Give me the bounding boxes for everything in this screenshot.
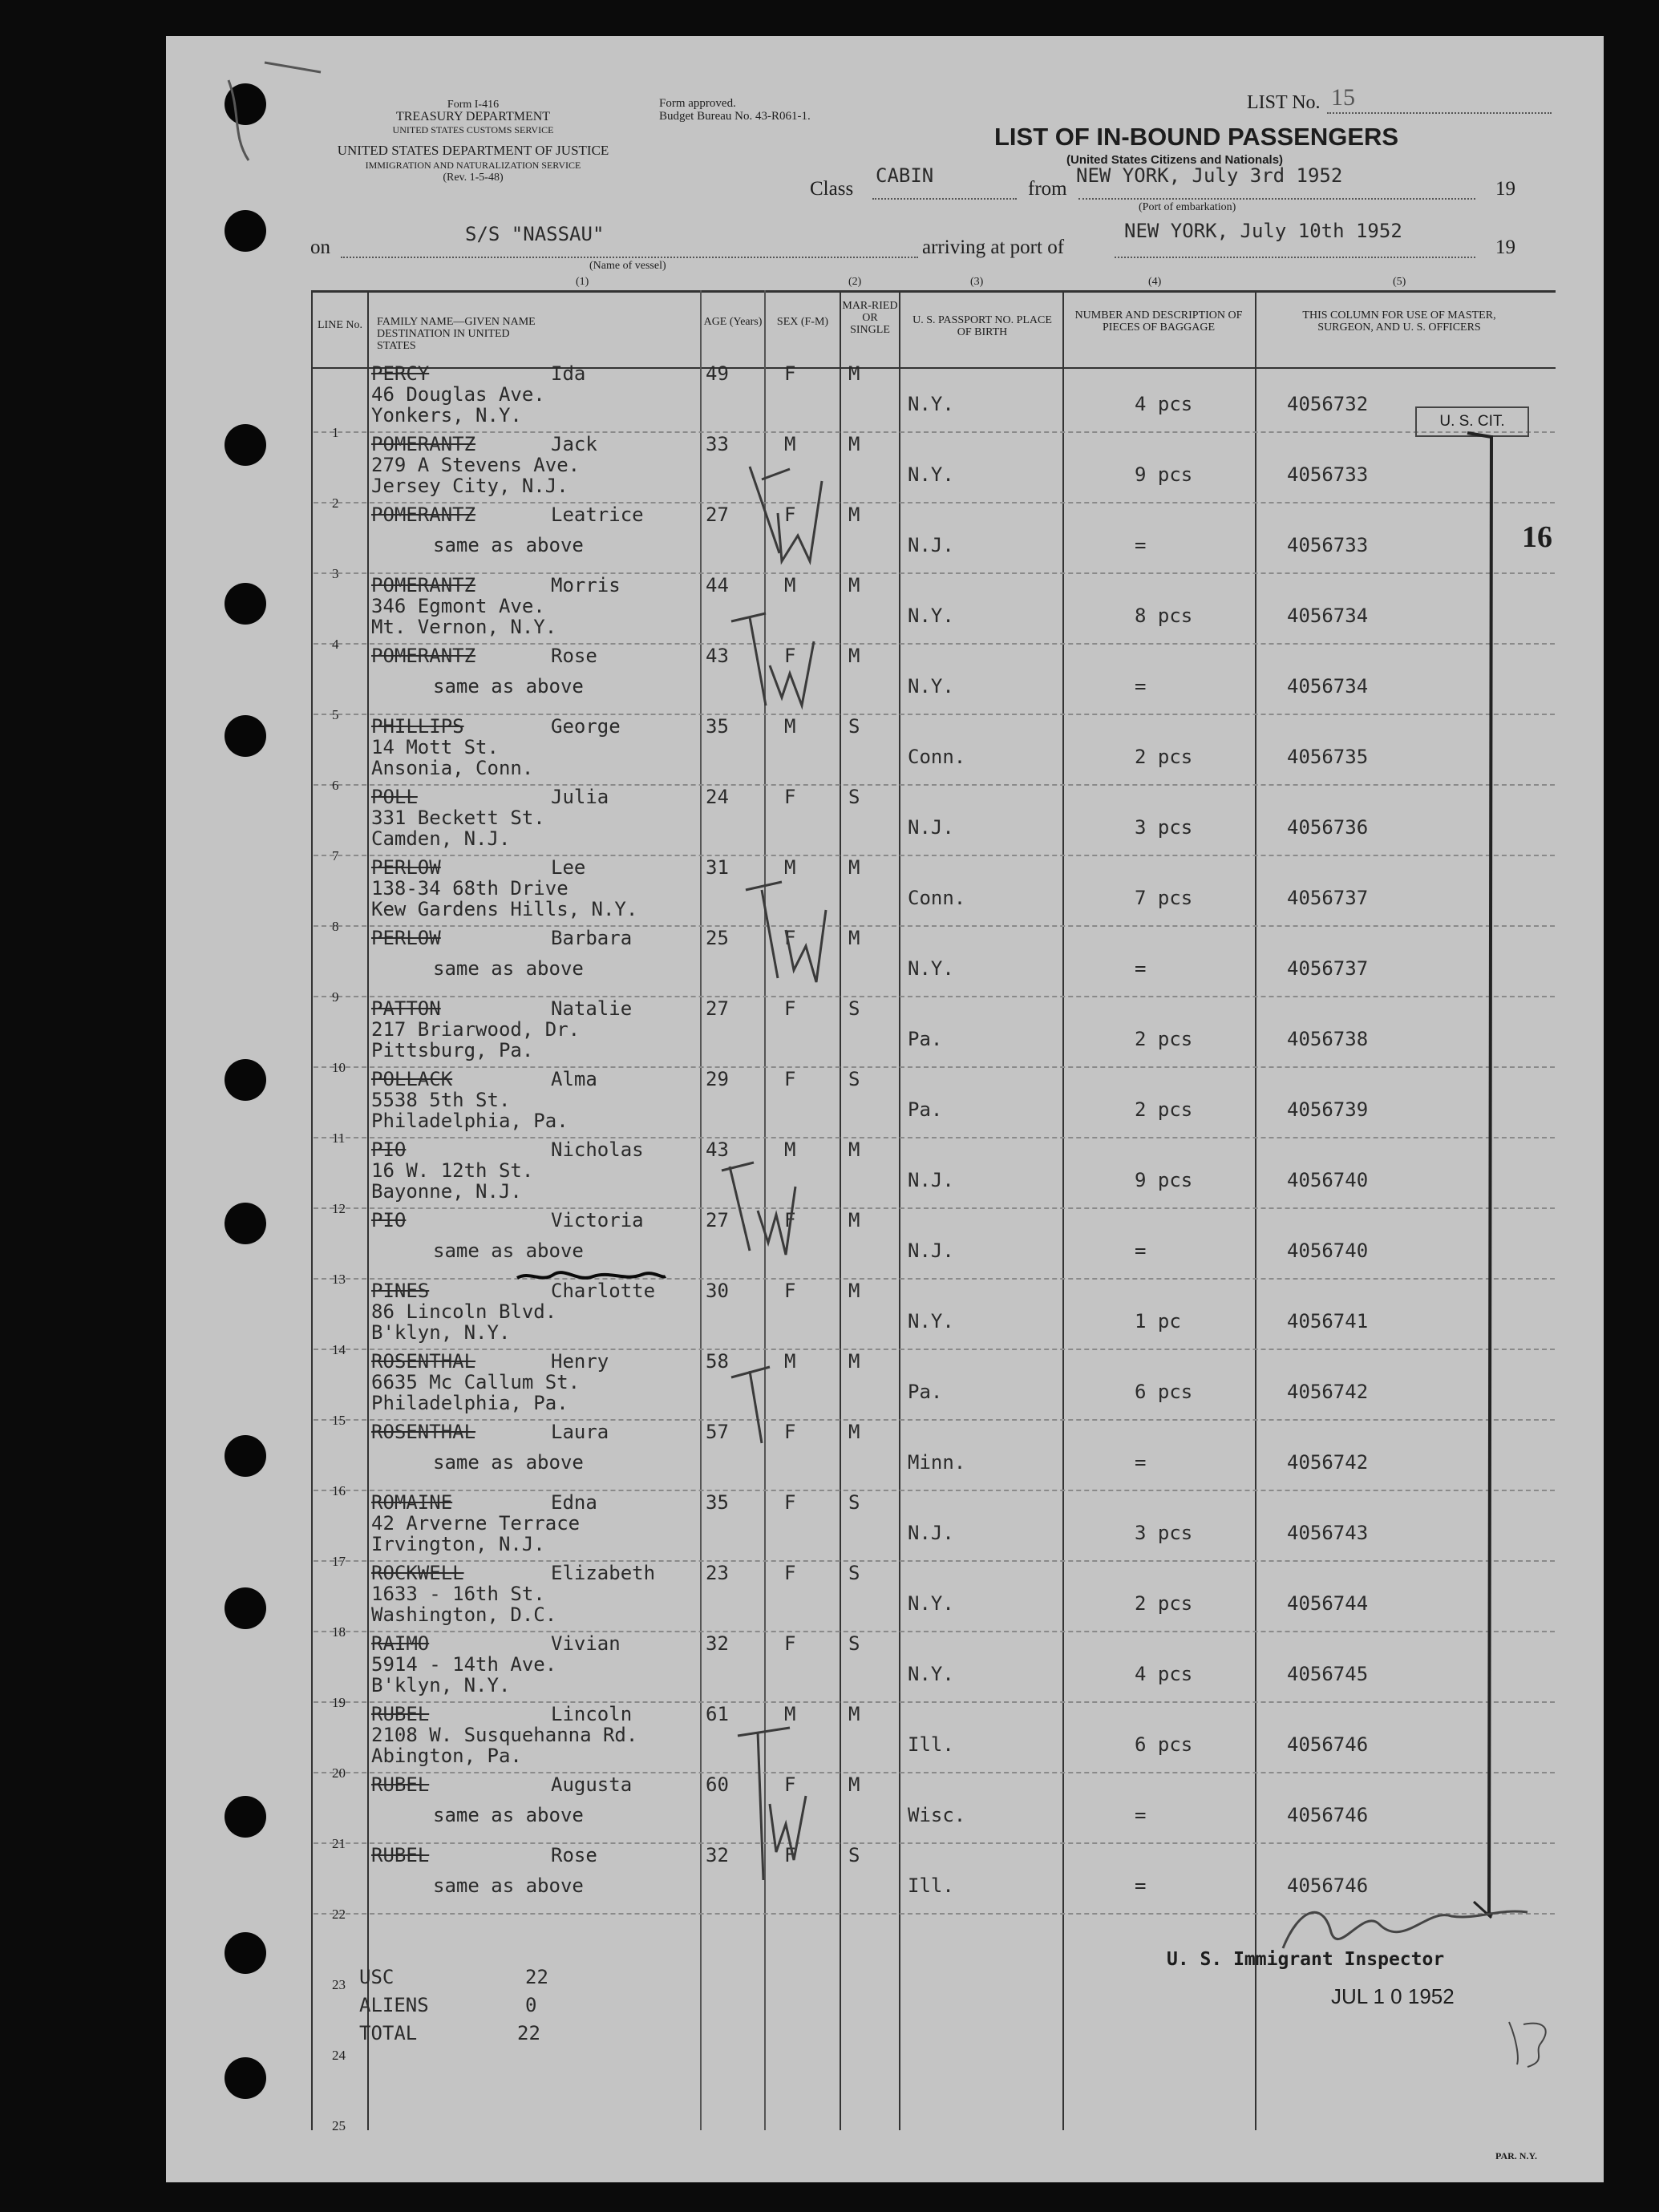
line-number: 5 [332, 707, 339, 722]
page-subtitle: (United States Citizens and Nationals) [1066, 153, 1284, 167]
passenger-marital-status: M [848, 362, 860, 385]
form-id: Form I-416 [447, 99, 500, 111]
passenger-birthplace: Conn. [908, 887, 966, 909]
passenger-family-name: PERLOW [371, 856, 441, 879]
passenger-given-name: Natalie [551, 997, 633, 1020]
passenger-marital-status: S [848, 1491, 860, 1514]
passenger-birthplace: N.Y. [908, 1663, 954, 1685]
passenger-baggage: 4 pcs [1135, 1663, 1193, 1685]
passenger-birthplace: Pa. [908, 1028, 943, 1050]
totals-aliens-value: 0 [525, 1994, 537, 2016]
passenger-marital-status: S [848, 1844, 860, 1866]
line-number: 25 [332, 2118, 346, 2133]
passenger-sex: M [784, 574, 796, 596]
passenger-age: 43 [706, 645, 729, 667]
passenger-baggage: 2 pcs [1135, 1592, 1193, 1615]
passenger-address-line1: 1633 - 16th St. [371, 1583, 545, 1605]
passenger-birthplace: Wisc. [908, 1804, 966, 1826]
passenger-marital-status: S [848, 1632, 860, 1655]
passenger-given-name: Henry [551, 1350, 609, 1373]
line-number: 12 [332, 1201, 346, 1216]
initials-mark [731, 1367, 770, 1443]
passenger-marital-status: M [848, 927, 860, 949]
passenger-marital-status: M [848, 503, 860, 526]
passenger-age: 49 [706, 362, 729, 385]
passenger-sex: F [784, 1280, 796, 1302]
passenger-sex: F [784, 1491, 796, 1514]
line-number: 9 [332, 989, 339, 1005]
passenger-sex: F [784, 1773, 796, 1796]
line-number: 7 [332, 848, 339, 863]
passenger-address-line1: 217 Briarwood, Dr. [371, 1018, 581, 1041]
form-revision: (Rev. 1-5-48) [443, 172, 504, 184]
passenger-given-name: George [551, 715, 621, 738]
passenger-marital-status: S [848, 1562, 860, 1584]
passenger-officer-number: 4056744 [1287, 1592, 1369, 1615]
passenger-marital-status: M [848, 1280, 860, 1302]
passenger-address-line2: B'klyn, N.Y. [371, 1674, 511, 1696]
passenger-address-line1: 42 Arverne Terrace [371, 1512, 581, 1535]
col-header-officers: THIS COLUMN FOR USE OF MASTER, SURGEON, AND U. S. OFFICERS [1302, 309, 1496, 334]
line-number: 4 [332, 637, 339, 652]
initials-mark [722, 1163, 795, 1255]
line-number: 15 [332, 1413, 346, 1428]
passenger-age: 25 [706, 927, 729, 949]
passenger-birthplace: N.Y. [908, 675, 954, 698]
passenger-family-name: PINES [371, 1280, 430, 1302]
passenger-given-name: Lincoln [551, 1703, 633, 1725]
passenger-address-line1: 2108 W. Susquehanna Rd. [371, 1724, 638, 1746]
passenger-birthplace: N.J. [908, 816, 954, 839]
passenger-family-name: PIO [371, 1209, 407, 1231]
passenger-sex: M [784, 1350, 796, 1373]
passenger-birthplace: N.J. [908, 1522, 954, 1544]
passenger-sex: F [784, 927, 796, 949]
passenger-officer-number: 4056740 [1287, 1239, 1369, 1262]
passenger-birthplace: N.Y. [908, 1310, 954, 1332]
line-number: 14 [332, 1342, 346, 1357]
passenger-given-name: Jack [551, 433, 597, 455]
passenger-age: 27 [706, 503, 729, 526]
page-title: LIST OF IN-BOUND PASSENGERS [994, 123, 1399, 151]
corner-mark [229, 63, 321, 160]
passenger-age: 33 [706, 433, 729, 455]
passenger-sex: F [784, 786, 796, 808]
passenger-marital-status: M [848, 1138, 860, 1161]
passenger-baggage: 2 pcs [1135, 1028, 1193, 1050]
passenger-officer-number: 4056733 [1287, 534, 1369, 556]
line-number: 20 [332, 1765, 346, 1781]
passenger-sex: F [784, 1632, 796, 1655]
line-number: 3 [332, 566, 339, 581]
passenger-officer-number: 4056745 [1287, 1663, 1369, 1685]
from-label: from [1028, 178, 1067, 200]
passenger-family-name: ROSENTHAL [371, 1421, 476, 1443]
passenger-address-line1: 14 Mott St. [371, 736, 499, 758]
passenger-age: 27 [706, 997, 729, 1020]
col-num-2: (2) [848, 276, 862, 288]
passenger-family-name: PIO [371, 1138, 407, 1161]
year-suffix: 19 [1495, 178, 1515, 200]
passenger-baggage: 7 pcs [1135, 887, 1193, 909]
year-suffix-2: 19 [1495, 237, 1515, 258]
passenger-given-name: Nicholas [551, 1138, 644, 1161]
passenger-age: 44 [706, 574, 729, 596]
passenger-baggage: 8 pcs [1135, 605, 1193, 627]
passenger-address-line1: same as above [433, 1451, 584, 1474]
passenger-given-name: Charlotte [551, 1280, 656, 1302]
passenger-baggage: = [1135, 1804, 1147, 1826]
line-number: 2 [332, 495, 339, 511]
initials-mark [738, 1728, 806, 1880]
passenger-age: 60 [706, 1773, 729, 1796]
passenger-age: 29 [706, 1068, 729, 1090]
passenger-given-name: Lee [551, 856, 586, 879]
passenger-address-line2: Philadelphia, Pa. [371, 1110, 569, 1132]
passenger-officer-number: 4056737 [1287, 887, 1369, 909]
passenger-given-name: Alma [551, 1068, 597, 1090]
passenger-baggage: = [1135, 1451, 1147, 1474]
passenger-officer-number: 4056735 [1287, 746, 1369, 768]
class-value: CABIN [876, 164, 934, 187]
passenger-address-line2: Washington, D.C. [371, 1603, 557, 1626]
col-num-4: (4) [1148, 276, 1162, 288]
passenger-birthplace: N.Y. [908, 393, 954, 415]
passenger-baggage: 4 pcs [1135, 393, 1193, 415]
passenger-marital-status: M [848, 433, 860, 455]
us-cit-stamp: U. S. CIT. [1415, 406, 1529, 437]
passenger-marital-status: S [848, 997, 860, 1020]
passenger-baggage: 9 pcs [1135, 1169, 1193, 1191]
passenger-family-name: POMERANTZ [371, 574, 476, 596]
passenger-address-line2: Ansonia, Conn. [371, 757, 534, 779]
passenger-given-name: Elizabeth [551, 1562, 656, 1584]
totals-aliens-label: ALIENS [359, 1994, 429, 2016]
passenger-age: 27 [706, 1209, 729, 1231]
passenger-marital-status: M [848, 1703, 860, 1725]
passenger-family-name: ROCKWELL [371, 1562, 464, 1584]
col-header-married: MAR-RIED OR SINGLE [842, 300, 898, 336]
passenger-address-line2: Abington, Pa. [371, 1745, 522, 1767]
passenger-birthplace: Pa. [908, 1381, 943, 1403]
line-number: 23 [332, 1977, 346, 1992]
passenger-given-name: Laura [551, 1421, 609, 1443]
passenger-marital-status: M [848, 1209, 860, 1231]
passenger-address-line2: Mt. Vernon, N.Y. [371, 616, 557, 638]
passenger-birthplace: Ill. [908, 1874, 954, 1897]
passenger-officer-number: 4056738 [1287, 1028, 1369, 1050]
passenger-address-line1: 279 A Stevens Ave. [371, 454, 581, 476]
passenger-baggage: = [1135, 534, 1147, 556]
budget-bureau: Budget Bureau No. 43-R061-1. [659, 110, 811, 123]
passenger-officer-number: 4056743 [1287, 1522, 1369, 1544]
bracket-line [1467, 433, 1491, 1916]
passenger-family-name: POMERANTZ [371, 645, 476, 667]
passenger-address-line1: 5538 5th St. [371, 1089, 511, 1111]
initials-mark [750, 467, 822, 561]
passenger-age: 30 [706, 1280, 729, 1302]
passenger-baggage: 3 pcs [1135, 816, 1193, 839]
passenger-officer-number: 4056734 [1287, 675, 1369, 698]
passenger-marital-status: M [848, 1421, 860, 1443]
passenger-address-line1: same as above [433, 1874, 584, 1897]
totals-total-label: TOTAL [359, 2022, 418, 2044]
passenger-baggage: 3 pcs [1135, 1522, 1193, 1544]
passenger-family-name: PERCY [371, 362, 430, 385]
passenger-address-line2: Bayonne, N.J. [371, 1180, 522, 1203]
passenger-officer-number: 4056742 [1287, 1381, 1369, 1403]
passenger-officer-number: 4056739 [1287, 1098, 1369, 1121]
passenger-address-line1: 6635 Mc Callum St. [371, 1371, 581, 1393]
line-number: 17 [332, 1554, 346, 1569]
passenger-address-line2: Camden, N.J. [371, 827, 511, 850]
passenger-family-name: PATTON [371, 997, 441, 1020]
passenger-given-name: Vivian [551, 1632, 621, 1655]
passenger-officer-number: 4056737 [1287, 957, 1369, 980]
passenger-birthplace: N.Y. [908, 463, 954, 486]
line-number: 11 [332, 1130, 346, 1146]
passenger-family-name: POLLACK [371, 1068, 453, 1090]
passenger-family-name: POMERANTZ [371, 433, 476, 455]
passenger-officer-number: 4056746 [1287, 1804, 1369, 1826]
line-number: 1 [332, 425, 339, 440]
col-num-5: (5) [1393, 276, 1406, 288]
line-number: 21 [332, 1836, 346, 1851]
passenger-address-line2: Kew Gardens Hills, N.Y. [371, 898, 638, 920]
passenger-family-name: PHILLIPS [371, 715, 464, 738]
passenger-birthplace: Minn. [908, 1451, 966, 1474]
passenger-sex: F [784, 1068, 796, 1090]
passenger-family-name: PERLOW [371, 927, 441, 949]
passenger-sex: M [784, 715, 796, 738]
passenger-birthplace: Ill. [908, 1733, 954, 1756]
passenger-address-line1: 346 Egmont Ave. [371, 595, 545, 617]
passenger-officer-number: 4056741 [1287, 1310, 1369, 1332]
dept-justice: UNITED STATES DEPARTMENT OF JUSTICE [337, 143, 609, 158]
passenger-birthplace: Pa. [908, 1098, 943, 1121]
passenger-baggage: 2 pcs [1135, 746, 1193, 768]
passenger-birthplace: Conn. [908, 746, 966, 768]
passenger-sex: F [784, 645, 796, 667]
passenger-address-line1: same as above [433, 1239, 584, 1262]
col-header-name: FAMILY NAME—GIVEN NAME DESTINATION IN UNITED STATES [377, 316, 536, 352]
initials-mark [731, 613, 814, 706]
passenger-given-name: Rose [551, 1844, 597, 1866]
passenger-family-name: RUBEL [371, 1773, 430, 1796]
passenger-address-line1: same as above [433, 957, 584, 980]
passenger-marital-status: M [848, 645, 860, 667]
passenger-family-name: RUBEL [371, 1703, 430, 1725]
line-number: 13 [332, 1272, 346, 1287]
line-number: 19 [332, 1695, 346, 1710]
passenger-officer-number: 4056740 [1287, 1169, 1369, 1191]
passenger-address-line2: Jersey City, N.J. [371, 475, 569, 497]
passenger-age: 32 [706, 1632, 729, 1655]
passenger-sex: F [784, 1209, 796, 1231]
passenger-address-line2: Pittsburg, Pa. [371, 1039, 534, 1062]
passenger-baggage: 9 pcs [1135, 463, 1193, 486]
col-num-3: (3) [970, 276, 984, 288]
arriving-label: arriving at port of [922, 237, 1065, 258]
passenger-sex: M [784, 433, 796, 455]
passenger-sex: M [784, 1138, 796, 1161]
passenger-address-line1: 86 Lincoln Blvd. [371, 1300, 557, 1323]
passenger-address-line1: 138-34 68th Drive [371, 877, 569, 900]
passenger-baggage: 6 pcs [1135, 1381, 1193, 1403]
passenger-marital-status: M [848, 856, 860, 879]
passenger-baggage: = [1135, 1239, 1147, 1262]
passenger-baggage: = [1135, 675, 1147, 698]
passenger-age: 31 [706, 856, 729, 879]
passenger-birthplace: N.Y. [908, 605, 954, 627]
passenger-given-name: Edna [551, 1491, 597, 1514]
passenger-family-name: RAIMO [371, 1632, 430, 1655]
passenger-birthplace: N.J. [908, 1239, 954, 1262]
dept-ins: IMMIGRATION AND NATURALIZATION SERVICE [365, 160, 581, 171]
passenger-address-line1: 5914 - 14th Ave. [371, 1653, 557, 1676]
page-number-handwritten [1509, 2022, 1546, 2067]
passenger-given-name: Rose [551, 645, 597, 667]
passenger-baggage: = [1135, 957, 1147, 980]
passenger-sex: F [784, 997, 796, 1020]
passenger-given-name: Victoria [551, 1209, 644, 1231]
passenger-officer-number: 4056742 [1287, 1451, 1369, 1474]
passenger-age: 24 [706, 786, 729, 808]
from-value: NEW YORK, July 3rd 1952 [1076, 164, 1343, 187]
line-number: 10 [332, 1060, 346, 1075]
passenger-birthplace: N.J. [908, 1169, 954, 1191]
passenger-age: 35 [706, 715, 729, 738]
passenger-birthplace: N.Y. [908, 1592, 954, 1615]
on-label: on [310, 237, 330, 258]
line-number: 18 [332, 1624, 346, 1640]
charlotte-handwritten [517, 1272, 666, 1278]
passenger-officer-number: 4056734 [1287, 605, 1369, 627]
line-number: 6 [332, 778, 339, 793]
dept-customs: UNITED STATES CUSTOMS SERVICE [392, 124, 554, 135]
totals-total-value: 22 [517, 2022, 540, 2044]
passenger-given-name: Morris [551, 574, 621, 596]
list-number: 15 [1331, 84, 1355, 111]
side-number: 16 [1522, 520, 1552, 554]
passenger-given-name: Leatrice [551, 503, 644, 526]
printer-mark: PAR. N.Y. [1495, 2150, 1538, 2161]
passenger-officer-number: 4056732 [1287, 393, 1369, 415]
passenger-address-line2: Irvington, N.J. [371, 1533, 545, 1555]
passenger-sex: F [784, 362, 796, 385]
passenger-age: 58 [706, 1350, 729, 1373]
passenger-officer-number: 4056733 [1287, 463, 1369, 486]
passenger-sex: M [784, 856, 796, 879]
passenger-baggage: 2 pcs [1135, 1098, 1193, 1121]
passenger-marital-status: S [848, 1068, 860, 1090]
passenger-family-name: RUBEL [371, 1844, 430, 1866]
passenger-sex: F [784, 1421, 796, 1443]
passenger-given-name: Julia [551, 786, 609, 808]
passenger-given-name: Barbara [551, 927, 633, 949]
col-header-passport: U. S. PASSPORT NO. PLACE OF BIRTH [912, 314, 1052, 338]
inspector-label: U. S. Immigrant Inspector [1167, 1949, 1445, 1970]
passenger-officer-number: 4056746 [1287, 1874, 1369, 1897]
passenger-age: 43 [706, 1138, 729, 1161]
passenger-birthplace: N.J. [908, 534, 954, 556]
passenger-age: 32 [706, 1844, 729, 1866]
passenger-officer-number: 4056746 [1287, 1733, 1369, 1756]
line-number: 8 [332, 919, 339, 934]
passenger-officer-number: 4056736 [1287, 816, 1369, 839]
totals-usc-value: 22 [525, 1966, 548, 1988]
passenger-marital-status: M [848, 1773, 860, 1796]
embark-note: (Port of embarkation) [1139, 201, 1236, 213]
line-number: 16 [332, 1483, 346, 1498]
passenger-family-name: POLL [371, 786, 418, 808]
passenger-family-name: POMERANTZ [371, 503, 476, 526]
passenger-marital-status: S [848, 715, 860, 738]
class-label: Class [810, 178, 854, 200]
passenger-address-line1: same as above [433, 534, 584, 556]
col-header-sex: SEX (F-M) [776, 316, 829, 328]
stamp-date: JUL 1 0 1952 [1331, 1984, 1455, 2008]
passenger-baggage: = [1135, 1874, 1147, 1897]
passenger-baggage: 6 pcs [1135, 1733, 1193, 1756]
col-header-baggage: NUMBER AND DESCRIPTION OF PIECES OF BAGGAGE [1074, 309, 1243, 334]
passenger-age: 61 [706, 1703, 729, 1725]
passenger-address-line1: same as above [433, 675, 584, 698]
passenger-address-line2: Philadelphia, Pa. [371, 1392, 569, 1414]
passenger-baggage: 1 pc [1135, 1310, 1181, 1332]
passenger-age: 35 [706, 1491, 729, 1514]
passenger-sex: F [784, 1844, 796, 1866]
passenger-address-line1: 46 Douglas Ave. [371, 383, 545, 406]
passenger-address-line2: B'klyn, N.Y. [371, 1321, 511, 1344]
passenger-marital-status: S [848, 786, 860, 808]
form-approved: Form approved. [659, 97, 736, 110]
line-number: 22 [332, 1907, 346, 1922]
passenger-age: 57 [706, 1421, 729, 1443]
col-header-line: LINE No. [318, 319, 362, 331]
dept-treasury: TREASURY DEPARTMENT [395, 110, 551, 123]
passenger-sex: M [784, 1703, 796, 1725]
passenger-address-line1: same as above [433, 1804, 584, 1826]
passenger-marital-status: M [848, 1350, 860, 1373]
passenger-address-line1: 16 W. 12th St. [371, 1159, 534, 1182]
list-no-label: LIST No. [1247, 92, 1321, 113]
initials-mark [746, 882, 826, 982]
passenger-family-name: ROMAINE [371, 1491, 453, 1514]
passenger-birthplace: N.Y. [908, 957, 954, 980]
line-number: 24 [332, 2048, 346, 2063]
passenger-sex: F [784, 1562, 796, 1584]
totals-usc-label: USC [359, 1966, 395, 1988]
vessel-name: S/S "NASSAU" [465, 223, 605, 245]
passenger-family-name: ROSENTHAL [371, 1350, 476, 1373]
passenger-sex: F [784, 503, 796, 526]
passenger-given-name: Augusta [551, 1773, 633, 1796]
passenger-address-line1: 331 Beckett St. [371, 807, 545, 829]
passenger-age: 23 [706, 1562, 729, 1584]
arriving-value: NEW YORK, July 10th 1952 [1124, 220, 1402, 242]
passenger-address-line2: Yonkers, N.Y. [371, 404, 522, 427]
col-num-1: (1) [576, 276, 589, 288]
vessel-note: (Name of vessel) [589, 260, 666, 272]
passenger-marital-status: M [848, 574, 860, 596]
col-header-age: AGE (Years) [703, 316, 763, 328]
passenger-given-name: Ida [551, 362, 586, 385]
